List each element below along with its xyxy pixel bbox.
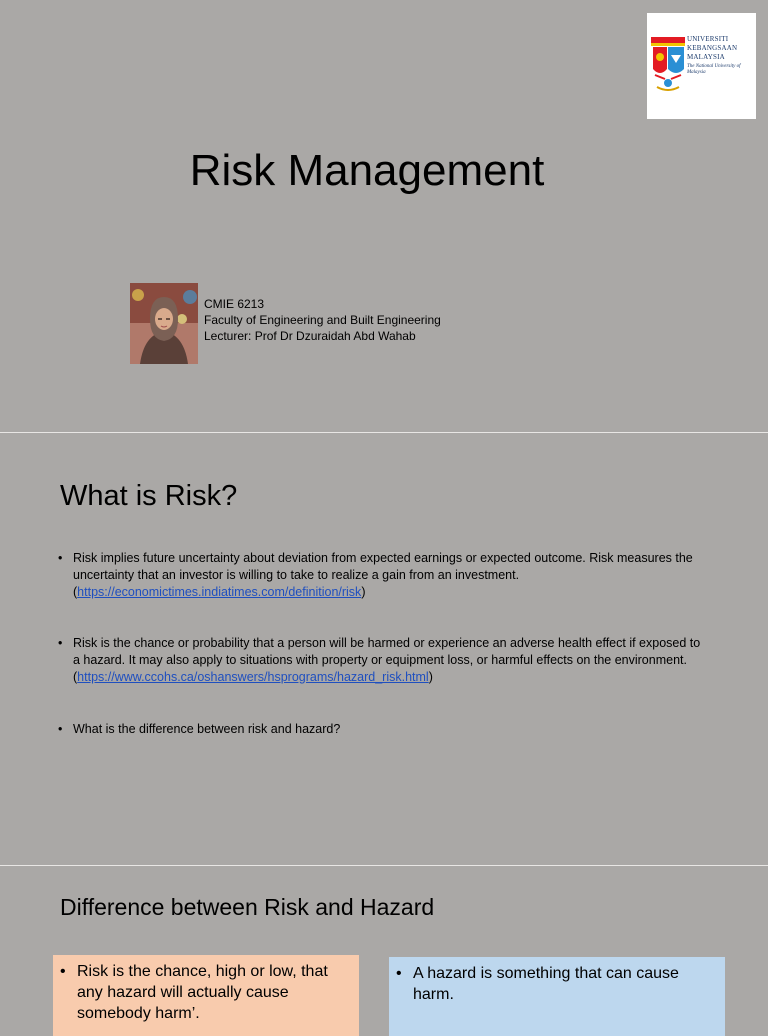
bullet-text-close: ) — [428, 670, 433, 684]
university-logo — [647, 13, 756, 119]
bullet-list — [58, 550, 708, 738]
bullet-text: Risk is the chance or probability that a person will be harmed or experience an adverse health effect if exposed to a hazard. It may also apply to situations with property or equipment loss, or harmful effects on the environment. — [73, 636, 701, 667]
economictimes-link[interactable]: https://economictimes.indiatimes.com/definition/risk — [77, 585, 362, 599]
bullet-text-close: ) — [361, 585, 366, 599]
slide-heading: What is Risk? — [60, 480, 238, 512]
risk-hazard-slide — [0, 866, 768, 1024]
list-item — [58, 550, 708, 601]
portrait-image — [130, 283, 198, 364]
list-item — [77, 961, 349, 1024]
bullet-text: Risk implies future uncertainty about deviation from expected earnings or expected outcome. Risk measures the uncertainty that an investor is willing to take to realize a gain from an investment. ( — [73, 551, 693, 599]
bullet-text-open: ( — [73, 670, 78, 684]
crest-icon — [649, 33, 689, 113]
bullet-text: What is the difference between risk and hazard? — [73, 722, 341, 736]
list-item — [413, 963, 715, 1005]
lecturer-photo — [130, 283, 198, 364]
list-item — [58, 635, 708, 686]
list-item — [58, 721, 708, 738]
logo-name-line1: UNIVERSITI — [687, 35, 729, 43]
ccohs-link[interactable]: https://www.ccohs.ca/oshanswers/hsprograms/hazard_risk.html — [77, 670, 429, 684]
slide-title: Risk Management — [189, 146, 545, 195]
what-is-risk-slide — [0, 433, 768, 865]
course-code: CMIE 6213 — [204, 297, 265, 311]
logo-name-line2: KEBANGSAAN — [687, 44, 738, 52]
hazard-definition-box — [389, 957, 725, 1036]
hazard-definition-text: A hazard is something that can cause harm. — [413, 965, 679, 1003]
faculty-name: Faculty of Engineering and Built Engineering — [204, 313, 441, 327]
lecturer-name: Lecturer: Prof Dr Dzuraidah Abd Wahab — [204, 329, 416, 343]
logo-subtitle: The National University of Malaysia — [687, 64, 741, 75]
risk-definition-text: Risk is the chance, high or low, that any hazard will actually cause somebody harm’. — [77, 963, 328, 1022]
slide-heading: Difference between Risk and Hazard — [60, 894, 435, 920]
lecturer-info — [204, 296, 441, 344]
title-slide — [0, 0, 768, 432]
logo-name-line3: MALAYSIA — [687, 53, 725, 61]
